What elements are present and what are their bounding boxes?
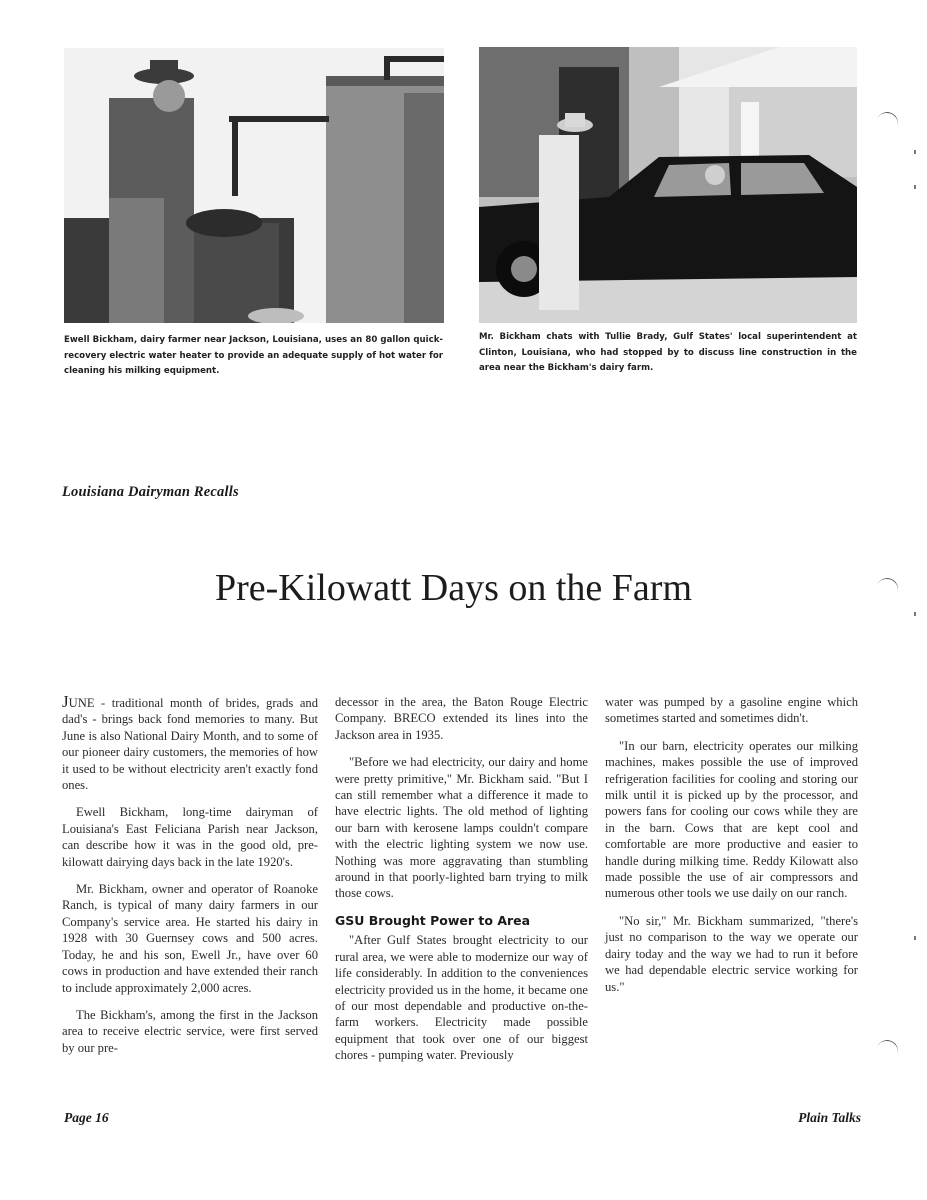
photo-left-caption: Ewell Bickham, dairy farmer near Jackson, Louisiana, uses an 80 gallon quick-recovery electric water heater to provide an adequate supply of hot water for cleaning his milking equipment. — [64, 335, 443, 376]
article-kicker: Louisiana Dairyman Recalls — [62, 484, 239, 500]
article-column-1 — [62, 694, 318, 1056]
article-paragraph — [62, 694, 318, 793]
article-paragraph: "Before we had electricity, our dairy and home were pretty primitive," Mr. Bickham said. "But I can still remember what a difference it made to have electric lights. The old method of lighting our barn with kerosene lamps couldn't compare with the electric lighting system we now use. Nothing was more aggravating than stumbling around in that poorly-lighted barn trying to milk those cows. — [335, 755, 588, 901]
photo-left — [64, 48, 444, 323]
article-column-3 — [605, 694, 858, 995]
article-column-2 — [335, 694, 588, 1064]
article-paragraph: Ewell Bickham, long-time dairyman of Louisiana's East Feliciana Parish near Jackson, can describe how it was in the good old, pre-kilowatt dairying days back in the late 1920's. — [62, 805, 318, 869]
article-paragraph: "After Gulf States brought electricity to our rural area, we were able to modernize our way of life considerably. In addition to the conveniences electricity provided us in the home, it became one of our most dependable and productive on-the-farm workers. Electricity made possible equipment that took over one of our biggest chores - pumping water. Previously — [335, 933, 588, 1063]
publication-name: Plain Talks — [798, 1110, 861, 1125]
article-paragraph: "No sir," Mr. Bickham summarized, "there's just no comparison to the way we operate our dairy today and the way we had to run it before we had dependable electric service working for us." — [605, 913, 858, 994]
photo-right-caption: Mr. Bickham chats with Tullie Brady, Gulf States' local superintendent at Clinton, Louisiana, who had stopped by to discuss line construction in the area near the Bickham's dairy farm. — [479, 332, 857, 373]
paragraph-text: UNE - traditional month of brides, grads and dad's - brings back fond memories to many. But June is also National Dairy Month, and to some of our pioneer dairy customers, the memories of how it used to be without electricity aren't exactly fond ones. — [62, 696, 318, 793]
speck — [914, 150, 916, 154]
speck — [914, 185, 916, 189]
article-paragraph: The Bickham's, among the first in the Jackson area to receive electric service, were first served by our pre- — [62, 1007, 318, 1055]
article-paragraph: water was pumped by a gasoline engine which sometimes started and sometimes didn't. — [605, 695, 858, 726]
drop-cap: J — [62, 692, 69, 711]
farmer-and-car-photo-icon — [479, 47, 857, 323]
speck — [914, 936, 916, 940]
article-paragraph: "In our barn, electricity operates our milking machines, makes possible the use of improved refrigeration facilities for cooling and storing our milk until it is picked up by the processor, and powers fans for cooling our cows while they are in the barn. Cows that are kept cool and comfortable are more productive and easier to handle during milking time. Reddy Kilowatt also made possible the use of air compressors and numerous other tools we use daily on our ranch. — [605, 738, 858, 901]
article-paragraph: decessor in the area, the Baton Rouge Electric Company. BRECO extended its lines into the Jackson area in 1935. — [335, 695, 588, 742]
page-number: Page 16 — [64, 1110, 109, 1125]
article-paragraph: Mr. Bickham, owner and operator of Roanoke Ranch, is typical of many dairy farmers in our Company's service area. He started his dairy in 1928 with 30 Guernsey cows and 500 acres. Today, he and his son, Ewell Jr., have over 60 cows in production and have extended their ranch to include approximately 2,000 acres. — [62, 882, 318, 995]
binder-hole-mark — [873, 1037, 902, 1066]
photo-right — [479, 47, 857, 323]
article-subhead: GSU Brought Power to Area — [335, 912, 531, 928]
speck — [914, 612, 916, 616]
dairy-farmer-photo-icon — [64, 48, 444, 323]
article-title: Pre-Kilowatt Days on the Farm — [214, 567, 693, 609]
binder-hole-mark — [873, 109, 902, 138]
